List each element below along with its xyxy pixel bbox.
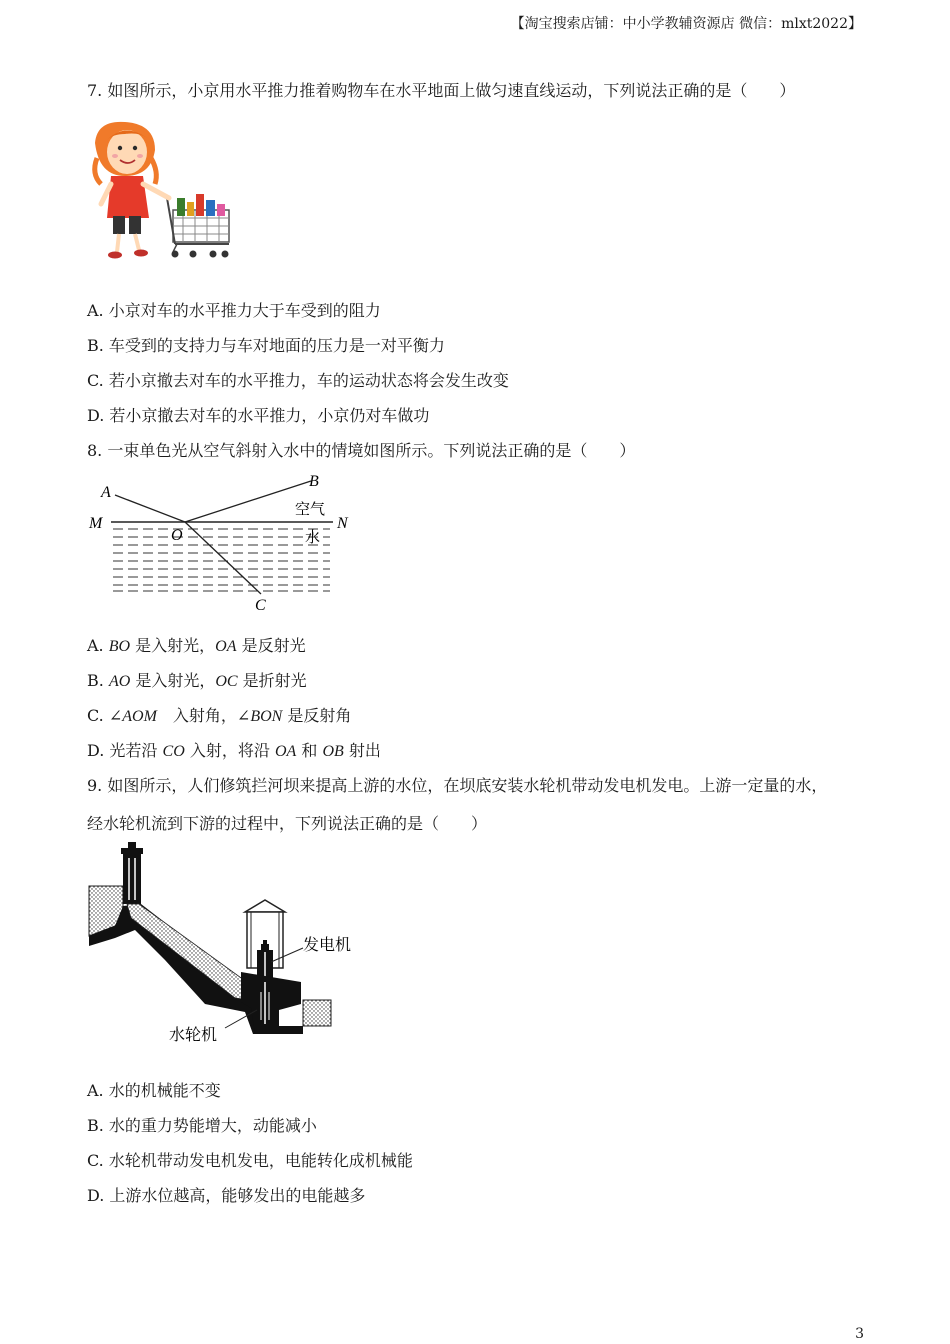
q8-option-b: B. AO 是入射光，OC 是折射光 — [87, 671, 307, 690]
q8-option-a: A. BO 是入射光，OA 是反射光 — [87, 636, 306, 655]
shopping-cart-girl-illustration — [85, 118, 235, 263]
shopping-cart-icon — [167, 194, 229, 258]
label-generator: 发电机 — [303, 935, 352, 954]
light-refraction-diagram — [85, 470, 360, 615]
q7-stem: 7. 如图所示，小京用水平推力推着购物车在水平地面上做匀速直线运动，下列说法正确的是（ ） — [87, 81, 796, 100]
label-n: N — [337, 515, 348, 532]
label-c: C — [255, 597, 266, 614]
page-header: 【淘宝搜索店铺：中小学教辅资源店 微信：mlxt2022】 — [510, 16, 862, 32]
intake-tower — [123, 854, 141, 904]
q7-option-a: A. 小京对车的水平推力大于车受到的阻力 — [87, 301, 381, 320]
q9-stem-line-1: 9. 如图所示，人们修筑拦河坝来提高上游的水位，在坝底安装水轮机带动发电机发电。上游一定量的水， — [87, 776, 828, 795]
downstream-water — [303, 1000, 331, 1026]
water-dash-pattern — [113, 529, 330, 591]
label-a: A — [101, 484, 111, 501]
q7-option-b: B. 车受到的支持力与车对地面的压力是一对平衡力 — [87, 336, 445, 355]
q9-option-b: B. 水的重力势能增大，动能减小 — [87, 1116, 317, 1135]
ray-ob — [185, 481, 311, 522]
label-turbine: 水轮机 — [169, 1025, 218, 1044]
label-m: M — [89, 515, 103, 532]
q7-option-d: D. 若小京撤去对车的水平推力，小京仍对车做功 — [87, 406, 430, 425]
girl-figure-icon — [95, 122, 169, 259]
label-water: 水 — [305, 528, 321, 546]
q9-option-a: A. 水的机械能不变 — [87, 1081, 221, 1100]
label-b: B — [309, 473, 319, 490]
page-number: 3 — [855, 1326, 864, 1342]
q8-option-d: D. 光若沿 CO 入射，将沿 OA 和 OB 射出 — [87, 741, 381, 760]
q9-option-c: C. 水轮机带动发电机发电，电能转化成机械能 — [87, 1151, 413, 1170]
q9-stem-line-2: 经水轮机流到下游的过程中，下列说法正确的是（ ） — [87, 814, 488, 833]
q9-option-d: D. 上游水位越高，能够发出的电能越多 — [87, 1186, 366, 1205]
dam-hydropower-diagram — [85, 842, 370, 1050]
q7-option-c: C. 若小京撤去对车的水平推力，车的运动状态将会发生改变 — [87, 371, 509, 390]
ray-ao — [115, 495, 185, 522]
label-o: O — [171, 527, 183, 544]
q8-option-c: C. ∠AOM 入射角，∠BON 是反射角 — [87, 706, 352, 725]
q8-stem: 8. 一束单色光从空气斜射入水中的情境如图所示。下列说法正确的是（ ） — [87, 441, 636, 460]
label-air: 空气 — [295, 500, 326, 518]
ray-oc — [185, 522, 261, 594]
